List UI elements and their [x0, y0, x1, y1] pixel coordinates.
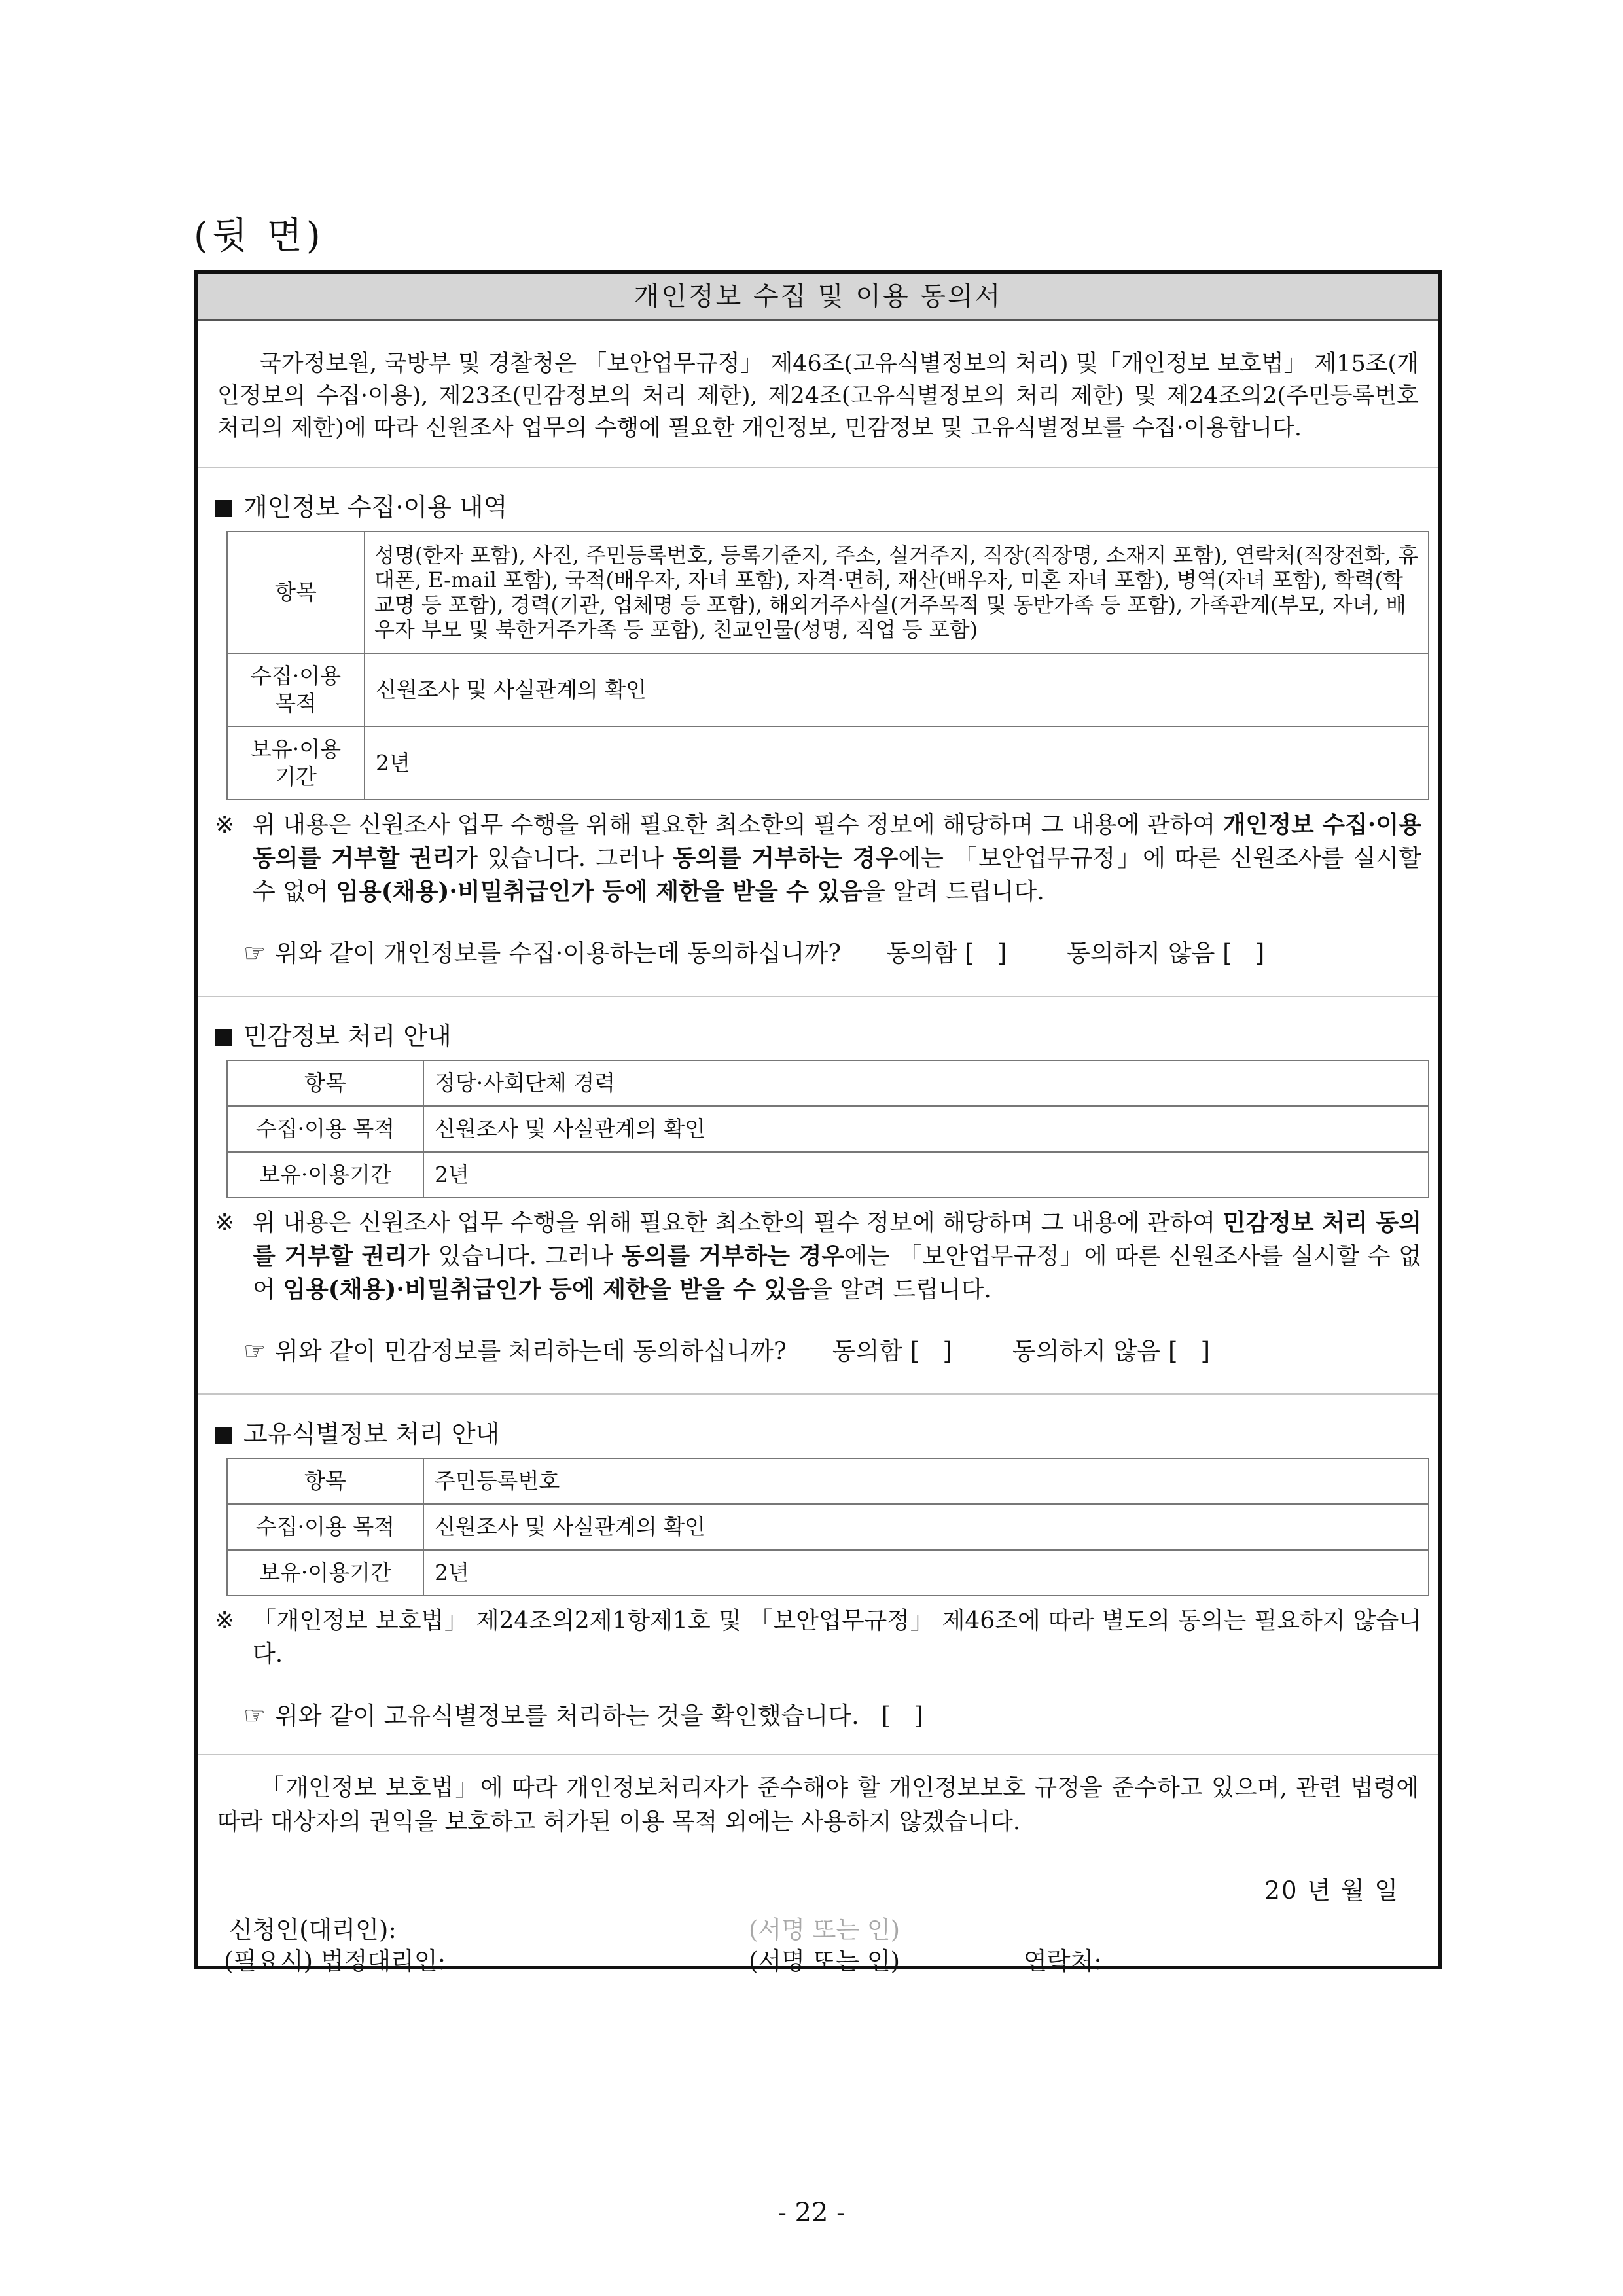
sensitive-disagree-checkbox[interactable]: 동의하지 않음 [ ]	[1012, 1337, 1211, 1365]
row-value: 주민등록번호	[423, 1458, 1429, 1504]
table-row	[227, 1060, 1429, 1106]
row-label: 보유·이용기간	[227, 1152, 423, 1198]
unique-confirm-question: ☞ 위와 같이 고유식별정보를 처리하는 것을 확인했습니다. [ ]	[243, 1697, 1421, 1734]
table-row	[227, 1458, 1429, 1504]
sensitive-consent-question: ☞ 위와 같이 민감정보를 처리하는데 동의하십니까? 동의함 [ ] 동의하지 않음 [ ]	[243, 1333, 1421, 1370]
sensitive-info-table	[226, 1060, 1429, 1198]
row-label: 보유·이용기간	[227, 1550, 423, 1596]
row-label: 수집·이용 목적	[227, 1106, 423, 1152]
row-value: 정당·사회단체 경력	[423, 1060, 1429, 1106]
intro-paragraph	[198, 321, 1438, 467]
table-row	[227, 531, 1429, 653]
row-value: 신원조사 및 사실관계의 확인	[365, 653, 1429, 726]
unique-id-table	[226, 1458, 1429, 1596]
closing-paragraph	[198, 1755, 1438, 1839]
row-value: 2년	[423, 1152, 1429, 1198]
row-label: 항목	[227, 1060, 423, 1106]
unique-confirm-checkbox[interactable]: [ ]	[881, 1702, 923, 1730]
row-label: 항목	[227, 531, 365, 653]
form-title: 개인정보 수집 및 이용 동의서	[198, 274, 1438, 321]
row-value: 2년	[423, 1550, 1429, 1596]
pointing-hand-icon: ☞	[243, 939, 266, 967]
row-value: 2년	[365, 726, 1429, 800]
reference-mark-icon: ※	[215, 1607, 235, 1634]
guardian-label: (필요시) 법정대리인:	[224, 1947, 446, 1975]
square-bullet-icon	[215, 500, 232, 517]
table-row	[227, 1504, 1429, 1550]
unique-id-section	[198, 1395, 1438, 1734]
sensitive-section-title: 민감정보 처리 안내	[215, 1016, 1421, 1056]
row-value: 신원조사 및 사실관계의 확인	[423, 1504, 1429, 1550]
row-label: 수집·이용 목적	[227, 1504, 423, 1550]
pointing-hand-icon: ☞	[243, 1336, 266, 1365]
personal-consent-question: ☞ 위와 같이 개인정보를 수집·이용하는데 동의하십니까? 동의함 [ ] 동의하지 않음 [ ]	[243, 935, 1421, 972]
consent-form	[194, 270, 1442, 1975]
personal-info-section	[198, 468, 1438, 972]
row-value: 성명(한자 포함), 사진, 주민등록번호, 등록기준지, 주소, 실거주지, 직장(직장명, 소재지 포함), 연락처(직장전화, 휴대폰, E-mail 포함), 국적(배우자, 자녀 포함), 자격·면허, 재산(배우자, 미혼 자녀 포함), 병역(자녀 포함), 학력(학교명 등 포함), 경력(기관, 업체명 등 포함), 해외거주사실(거주목적 및 동반가족 등 포함), 가족관계(부모, 자녀, 배우자 부모 및 북한거주가족 등 포함), 친교인물(성명, 직업 등 포함)	[365, 531, 1429, 653]
intro-text: 국가정보원, 국방부 및 경찰청은 「보안업무규정」 제46조(고유식별정보의 처리) 및「개인정보 보호법」 제15조(개인정보의 수집·이용), 제23조(민감정보의 처리 제한), 제24조(고유식별정보의 처리 제한) 및 제24조의2(주민등록번호 처리의 제한)에 따라 신원조사 업무의 수행에 필요한 개인정보, 민감정보 및 고유식별정보를 수집·이용합니다.	[217, 351, 1419, 441]
square-bullet-icon	[215, 1029, 232, 1046]
personal-notice: ※ 위 내용은 신원조사 업무 수행을 위해 필요한 최소한의 필수 정보에 해당하며 그 내용에 관하여 개인정보 수집·이용 동의를 거부할 권리가 있습니다. 그러나 동의를 거부하는 경우에는 「보안업무규정」에 따른 신원조사를 실시할 수 없어 임용(채용)·비밀취급인가 등에 제한을 받을 수 있음을 알려 드립니다.	[215, 808, 1421, 908]
applicant-signature-field[interactable]: (서명 또는 인)	[749, 1916, 901, 1944]
page-number: - 22 -	[777, 2198, 846, 2228]
square-bullet-icon	[215, 1427, 232, 1444]
pointing-hand-icon: ☞	[243, 1701, 266, 1730]
reference-mark-icon: ※	[215, 1210, 235, 1236]
page-heading: (뒷 면)	[194, 215, 325, 257]
table-row	[227, 726, 1429, 800]
personal-agree-checkbox[interactable]: 동의함 [ ]	[887, 939, 1007, 967]
closing-text: 「개인정보 보호법」에 따라 개인정보처리자가 준수해야 할 개인정보보호 규정을 준수하고 있으며, 관련 법령에 따라 대상자의 권익을 보호하고 허가된 이용 목적 외에는 사용하지 않겠습니다.	[217, 1774, 1419, 1835]
applicant-label: 신청인(대리인):	[229, 1916, 397, 1944]
unique-section-title: 고유식별정보 처리 안내	[215, 1414, 1421, 1454]
row-label: 보유·이용 기간	[227, 726, 365, 800]
reference-mark-icon: ※	[215, 812, 235, 838]
table-row	[227, 1152, 1429, 1198]
sensitive-agree-checkbox[interactable]: 동의함 [ ]	[832, 1337, 952, 1365]
sensitive-info-section	[198, 997, 1438, 1370]
row-label: 수집·이용 목적	[227, 653, 365, 726]
row-value: 신원조사 및 사실관계의 확인	[423, 1106, 1429, 1152]
signature-area	[198, 1839, 1438, 2009]
row-label: 항목	[227, 1458, 423, 1504]
personal-info-table	[226, 531, 1429, 800]
personal-section-title: 개인정보 수집·이용 내역	[215, 488, 1421, 527]
table-row	[227, 1550, 1429, 1596]
sensitive-notice: ※ 위 내용은 신원조사 업무 수행을 위해 필요한 최소한의 필수 정보에 해당하며 그 내용에 관하여 민감정보 처리 동의를 거부할 권리가 있습니다. 그러나 동의를 거부하는 경우에는 「보안업무규정」에 따른 신원조사를 실시할 수 없어 임용(채용)·비밀취급인가 등에 제한을 받을 수 있음을 알려 드립니다.	[215, 1206, 1421, 1306]
unique-notice: ※ 「개인정보 보호법」 제24조의2제1항제1호 및 「보안업무규정」 제46조에 따라 별도의 동의는 필요하지 않습니다.	[215, 1604, 1421, 1671]
table-row	[227, 653, 1429, 726]
table-row	[227, 1106, 1429, 1152]
personal-disagree-checkbox[interactable]: 동의하지 않음 [ ]	[1067, 939, 1265, 967]
contact-label[interactable]: 연락처:	[1024, 1947, 1102, 1975]
guardian-signature-field[interactable]: (서명 또는 인)	[749, 1947, 901, 1975]
date-line[interactable]: 20 년 월 일	[1264, 1876, 1399, 1905]
